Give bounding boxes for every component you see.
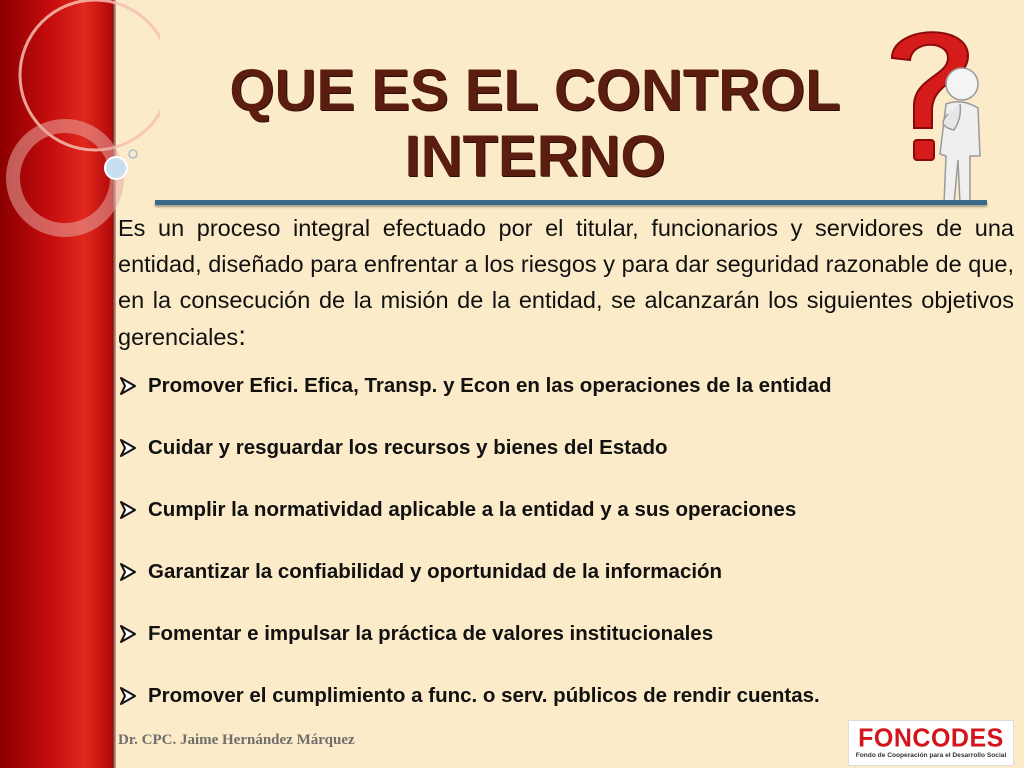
objective-text: Cumplir la normatividad aplicable a la entidad y a sus operaciones bbox=[148, 498, 797, 521]
intro-paragraph bbox=[118, 210, 1014, 355]
list-item bbox=[118, 428, 1018, 490]
list-item bbox=[118, 614, 1018, 676]
list-item bbox=[118, 366, 1018, 428]
logo-subtitle: Fondo de Cooperación para el Desarrollo Social bbox=[855, 752, 1007, 759]
arrow-bullet-icon bbox=[118, 490, 148, 530]
page-title bbox=[150, 58, 920, 190]
question-mark-figure-icon bbox=[870, 18, 990, 210]
arrow-bullet-icon bbox=[118, 614, 148, 654]
title-underline bbox=[155, 200, 987, 205]
objectives-list bbox=[118, 366, 1018, 738]
title-line-1: QUE ES EL CONTROL bbox=[229, 58, 841, 123]
logo-name: FONCODES bbox=[858, 723, 1004, 753]
objective-text: Promover el cumplimiento a func. o serv. públicos de rendir cuentas. bbox=[148, 684, 820, 707]
arrow-bullet-icon bbox=[118, 428, 148, 468]
left-decorative-band bbox=[0, 0, 112, 768]
list-item bbox=[118, 490, 1018, 552]
band-edge bbox=[112, 0, 116, 768]
intro-colon: : bbox=[238, 320, 246, 351]
objective-text: Cuidar y resguardar los recursos y bienes del Estado bbox=[148, 436, 668, 459]
title-line-2: INTERNO bbox=[404, 124, 666, 189]
objective-text: Garantizar la confiabilidad y oportunidad de la información bbox=[148, 560, 723, 583]
objective-text: Fomentar e impulsar la práctica de valores institucionales bbox=[148, 622, 714, 645]
foncodes-logo bbox=[848, 720, 1014, 766]
list-item bbox=[118, 552, 1018, 614]
footer-author: Dr. CPC. Jaime Hernández Márquez bbox=[118, 732, 355, 748]
arrow-bullet-icon bbox=[118, 552, 148, 592]
intro-text: Es un proceso integral efectuado por el titular, funcionarios y servidores de una entidad, diseñado para enfrentar a los riesgos y para dar seguridad razonable de que, en la consecución de la misión de la entidad, se alcanzarán los siguientes objetivos gerenciales bbox=[118, 215, 1014, 350]
arrow-bullet-icon bbox=[118, 676, 148, 716]
arrow-bullet-icon bbox=[118, 366, 148, 406]
objective-text: Promover Efici. Efica, Transp. y Econ en las operaciones de la entidad bbox=[148, 374, 832, 397]
